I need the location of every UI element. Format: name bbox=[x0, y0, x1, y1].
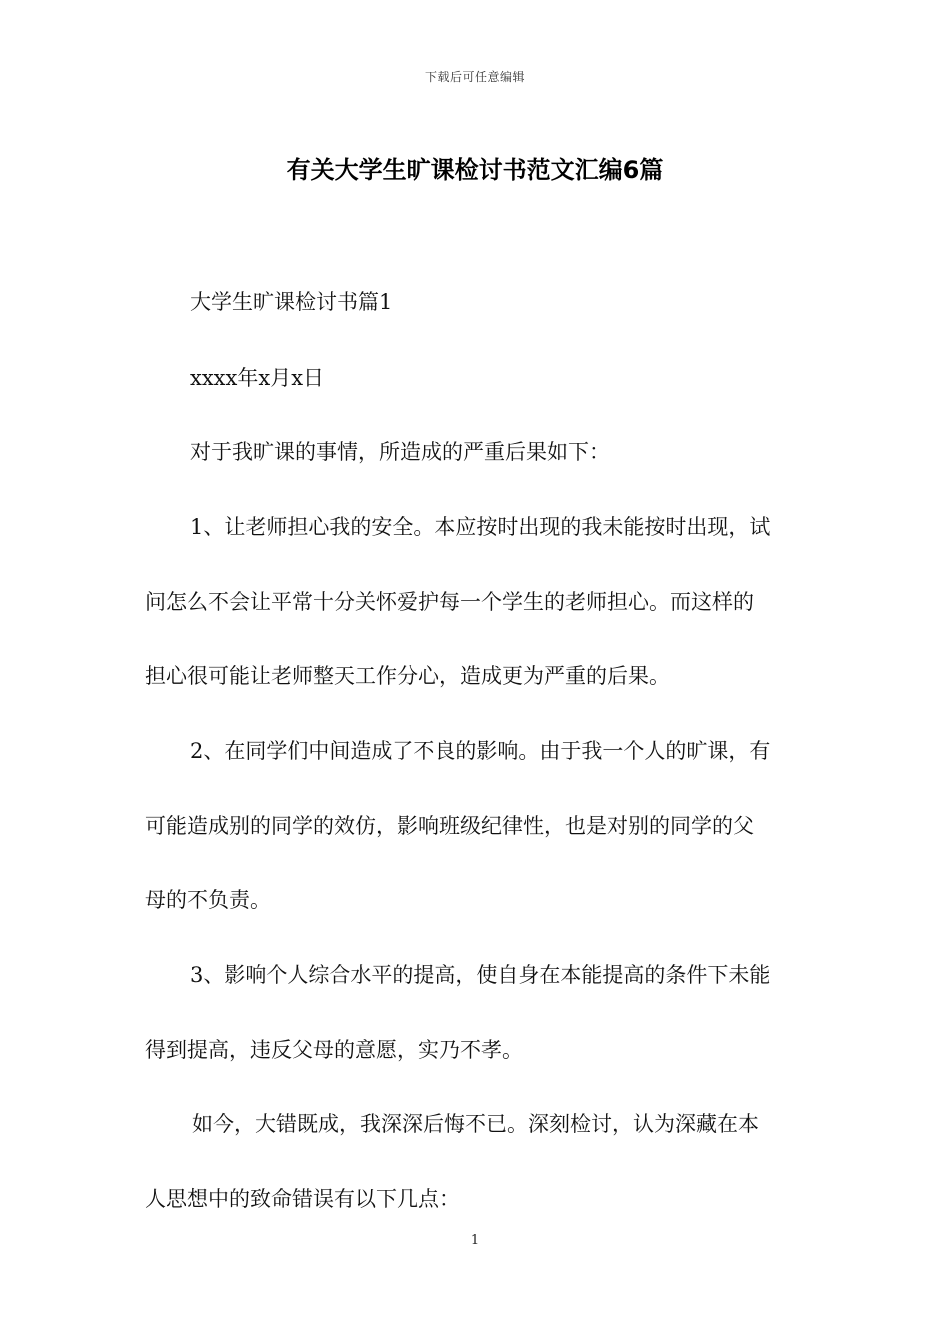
paragraph-line: 2、在同学们中间造成了不良的影响。由于我一个人的旷课，有 bbox=[190, 739, 771, 763]
paragraph-line: 担心很可能让老师整天工作分心，造成更为严重的后果。 bbox=[145, 664, 670, 688]
date-line: xxxx年x月x日 bbox=[190, 366, 325, 390]
paragraph-line: 人思想中的致命错误有以下几点： bbox=[145, 1187, 460, 1211]
paragraph-line: 可能造成别的同学的效仿，影响班级纪律性，也是对别的同学的父 bbox=[145, 814, 754, 838]
paragraph-line: 1、让老师担心我的安全。本应按时出现的我未能按时出现，试 bbox=[190, 515, 771, 539]
header-note: 下载后可任意编辑 bbox=[424, 70, 525, 84]
paragraph-line: 对于我旷课的事情，所造成的严重后果如下： bbox=[190, 440, 610, 464]
paragraph-line: 如今，大错既成，我深深后悔不已。深刻检讨，认为深藏在本 bbox=[192, 1112, 759, 1136]
paragraph-line: 母的不负责。 bbox=[145, 888, 271, 912]
document-title: 有关大学生旷课检讨书范文汇编6篇 bbox=[286, 156, 664, 184]
page-number: 1 bbox=[470, 1233, 480, 1248]
paragraph-line: 得到提高，违反父母的意愿，实乃不孝。 bbox=[145, 1038, 523, 1062]
paragraph-line: 3、影响个人综合水平的提高，使自身在本能提高的条件下未能 bbox=[190, 963, 771, 987]
section-heading: 大学生旷课检讨书篇1 bbox=[190, 290, 393, 314]
paragraph-line: 问怎么不会让平常十分关怀爱护每一个学生的老师担心。而这样的 bbox=[145, 590, 754, 614]
